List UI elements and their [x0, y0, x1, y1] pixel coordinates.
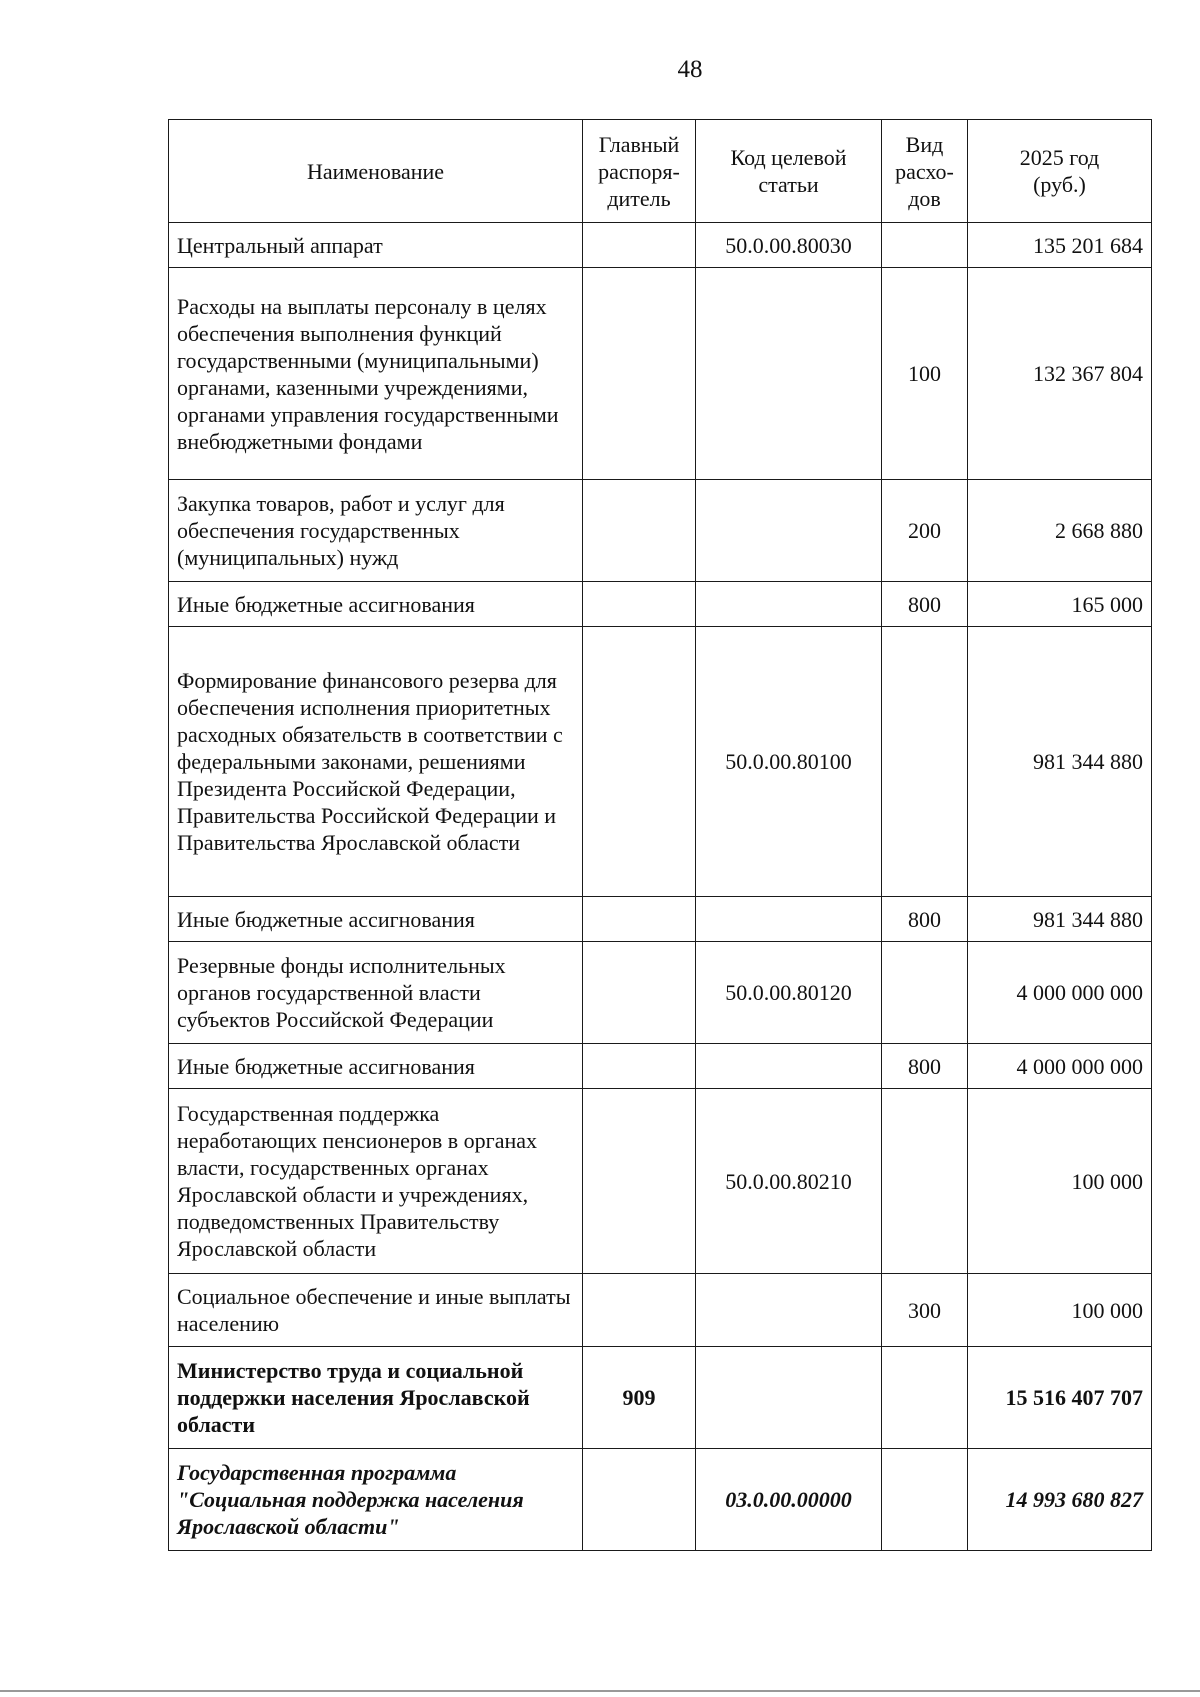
page-bottom-divider [0, 1690, 1200, 1692]
row-name: Иные бюджетные ассигнования [169, 897, 583, 942]
table-row-program [169, 1449, 1152, 1551]
row-type [882, 1089, 968, 1274]
row-manager [583, 1089, 696, 1274]
table-row [169, 582, 1152, 627]
row-code [696, 897, 882, 942]
row-name: Государственная поддержка неработающих пенсионеров в органах власти, государственных органах Ярославской области и учреждениях, подведомственных Правительству Ярославской области [169, 1089, 583, 1274]
row-code: 50.0.00.80030 [696, 223, 882, 268]
row-code [696, 268, 882, 480]
row-amount: 15 516 407 707 [968, 1347, 1152, 1449]
row-manager [583, 480, 696, 582]
row-name: Государственная программа "Социальная поддержка населения Ярославской области" [169, 1449, 583, 1551]
row-type: 300 [882, 1274, 968, 1347]
row-name: Резервные фонды исполнительных органов государственной власти субъектов Российской Федерации [169, 942, 583, 1044]
row-amount: 100 000 [968, 1274, 1152, 1347]
header-code: Код целевой статьи [696, 120, 882, 223]
budget-table [168, 119, 1152, 1551]
row-manager [583, 223, 696, 268]
row-amount: 100 000 [968, 1089, 1152, 1274]
row-code [696, 480, 882, 582]
row-type: 100 [882, 268, 968, 480]
row-amount: 2 668 880 [968, 480, 1152, 582]
header-manager: Главный распоря- дитель [583, 120, 696, 223]
row-name: Формирование финансового резерва для обеспечения исполнения приоритетных расходных обязательств в соответствии с федеральными законами, решениями Президента Российской Федерации, Правительства Российской Федерации и Правительства Ярославской области [169, 627, 583, 897]
row-manager [583, 942, 696, 1044]
row-code [696, 1347, 882, 1449]
row-type: 800 [882, 1044, 968, 1089]
row-manager [583, 627, 696, 897]
row-amount: 135 201 684 [968, 223, 1152, 268]
header-type: Вид расхо- дов [882, 120, 968, 223]
table-row [169, 897, 1152, 942]
row-type [882, 1347, 968, 1449]
row-type [882, 1449, 968, 1551]
row-amount: 4 000 000 000 [968, 942, 1152, 1044]
row-type: 200 [882, 480, 968, 582]
table-row [169, 1044, 1152, 1089]
row-amount: 165 000 [968, 582, 1152, 627]
row-name: Иные бюджетные ассигнования [169, 1044, 583, 1089]
row-name: Расходы на выплаты персоналу в целях обеспечения выполнения функций государственными (муниципальными) органами, казенными учреждениями, органами управления государственными внебюджетными фондами [169, 268, 583, 480]
page-number: 48 [677, 56, 703, 83]
row-amount: 981 344 880 [968, 897, 1152, 942]
row-name: Центральный аппарат [169, 223, 583, 268]
row-code [696, 1044, 882, 1089]
row-type [882, 627, 968, 897]
table-row [169, 480, 1152, 582]
table-row [169, 268, 1152, 480]
row-name: Закупка товаров, работ и услуг для обеспечения государственных (муниципальных) нужд [169, 480, 583, 582]
table-row [169, 627, 1152, 897]
row-manager [583, 1449, 696, 1551]
row-code [696, 1274, 882, 1347]
table-header-row [169, 120, 1152, 223]
row-type: 800 [882, 897, 968, 942]
row-name: Министерство труда и социальной поддержки населения Ярославской области [169, 1347, 583, 1449]
table-row-total [169, 1347, 1152, 1449]
row-amount: 14 993 680 827 [968, 1449, 1152, 1551]
row-code: 50.0.00.80120 [696, 942, 882, 1044]
row-code: 50.0.00.80100 [696, 627, 882, 897]
row-manager: 909 [583, 1347, 696, 1449]
row-code [696, 582, 882, 627]
row-amount: 981 344 880 [968, 627, 1152, 897]
row-type [882, 942, 968, 1044]
row-manager [583, 1274, 696, 1347]
header-amount: 2025 год (руб.) [968, 120, 1152, 223]
row-type [882, 223, 968, 268]
row-name: Иные бюджетные ассигнования [169, 582, 583, 627]
row-manager [583, 582, 696, 627]
row-code: 03.0.00.00000 [696, 1449, 882, 1551]
table-row [169, 1274, 1152, 1347]
table-row [169, 942, 1152, 1044]
row-type: 800 [882, 582, 968, 627]
row-manager [583, 897, 696, 942]
header-name: Наименование [169, 120, 583, 223]
row-code: 50.0.00.80210 [696, 1089, 882, 1274]
row-amount: 4 000 000 000 [968, 1044, 1152, 1089]
row-manager [583, 1044, 696, 1089]
row-amount: 132 367 804 [968, 268, 1152, 480]
table-row [169, 1089, 1152, 1274]
row-manager [583, 268, 696, 480]
row-name: Социальное обеспечение и иные выплаты населению [169, 1274, 583, 1347]
table-row [169, 223, 1152, 268]
